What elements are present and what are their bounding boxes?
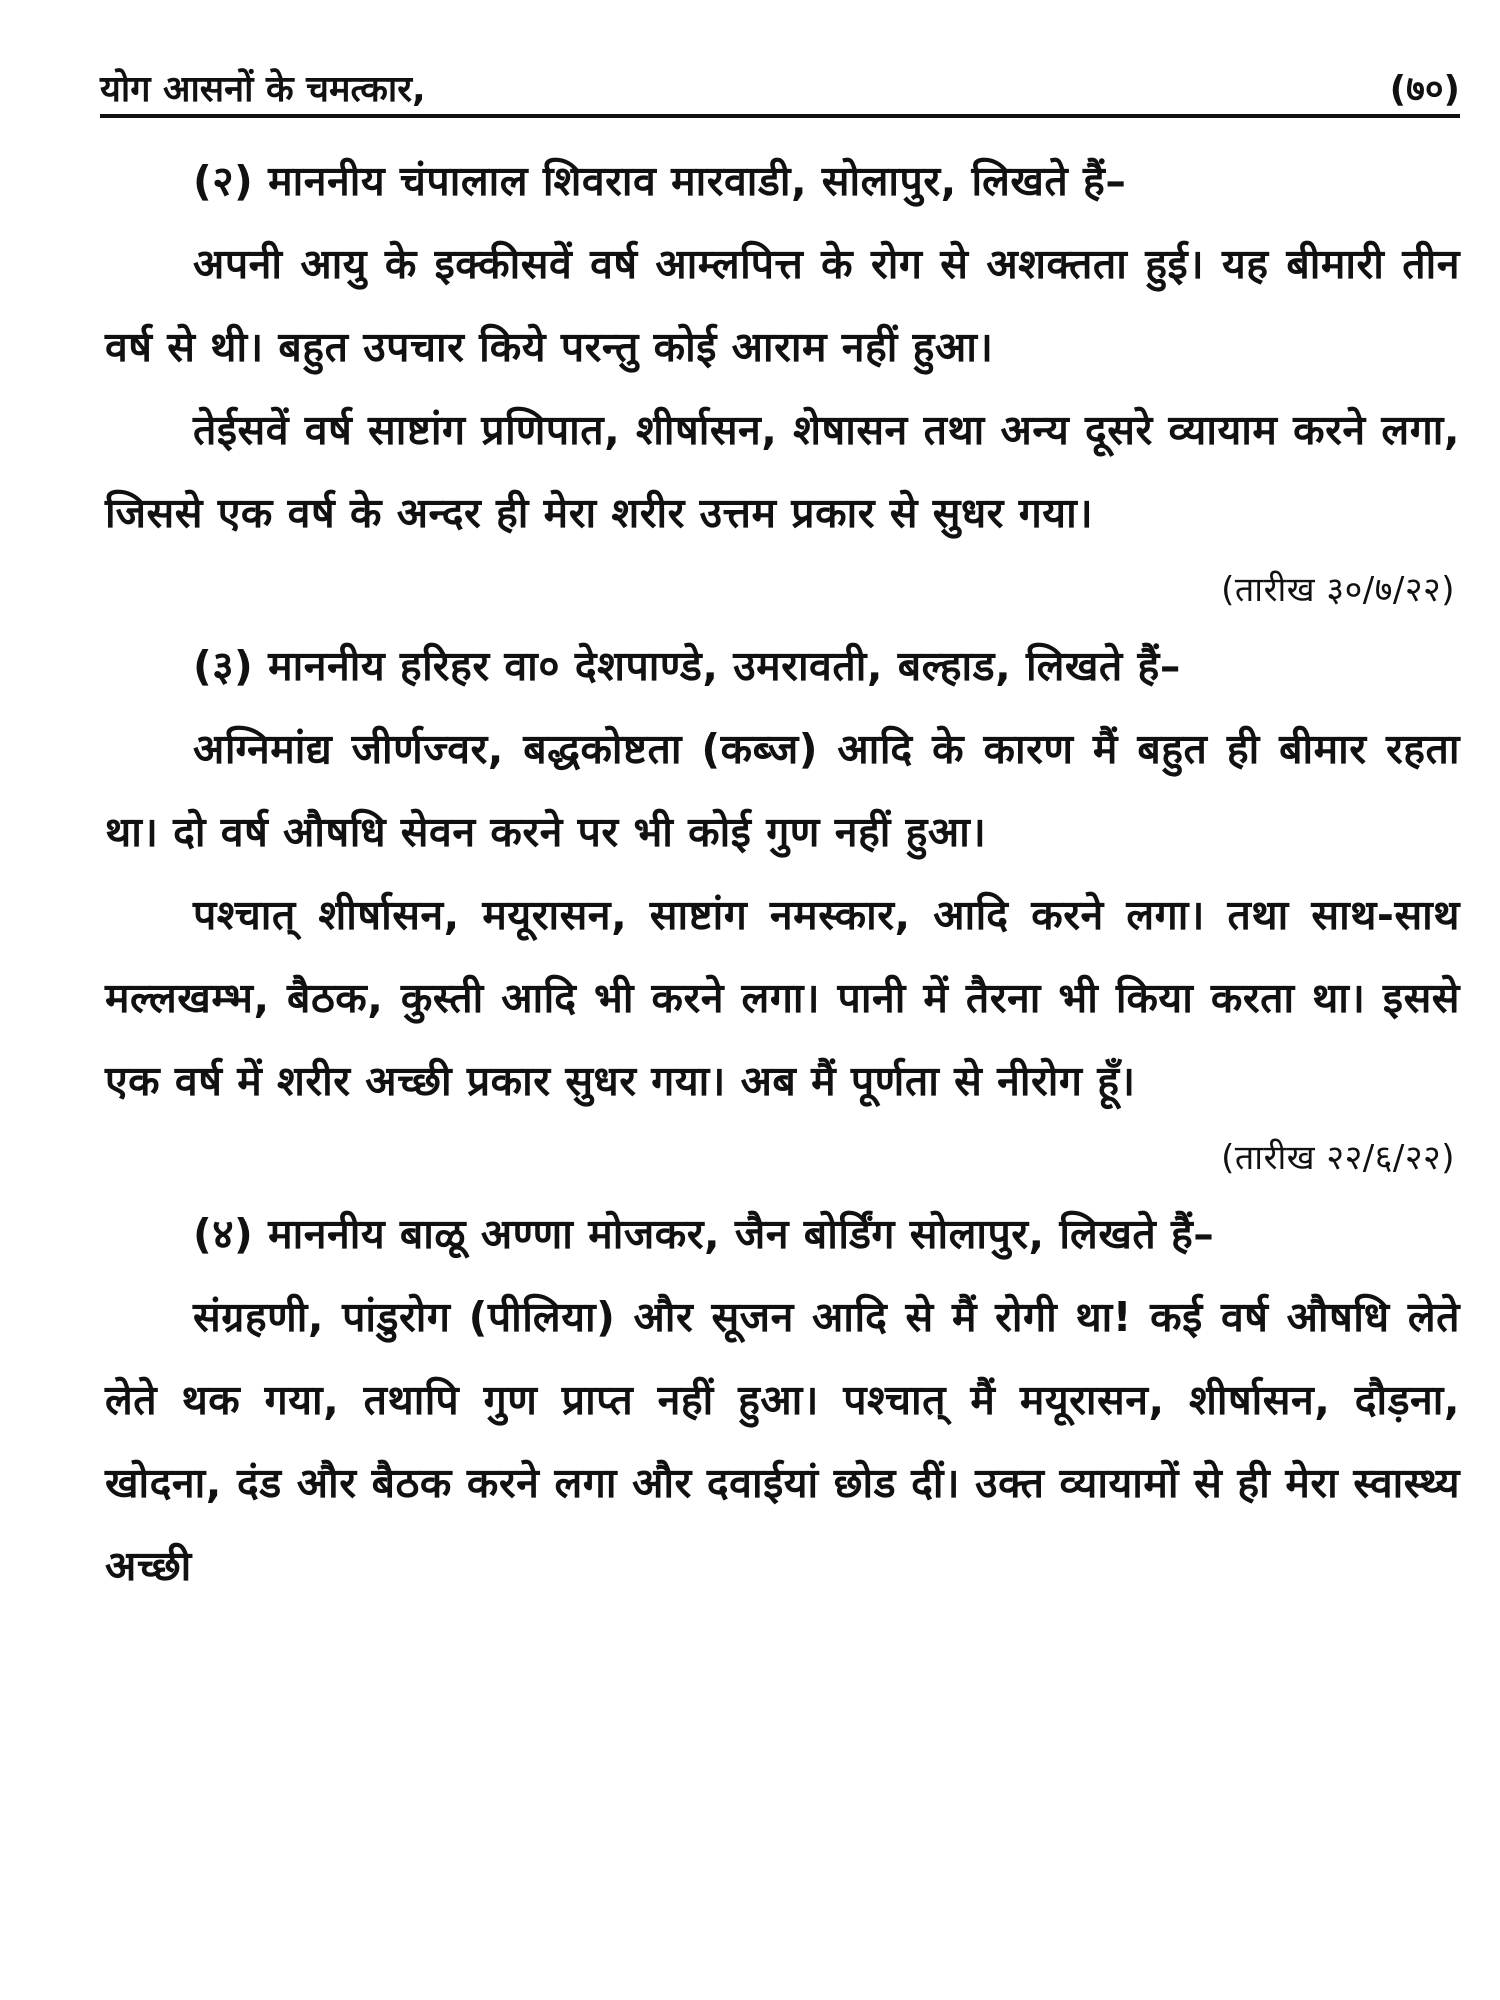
testimonial-3-paragraph-1: अग्निमांद्य जीर्णज्वर, बद्धकोष्टता (कब्ज) आदि के कारण मैं बहुत ही बीमार रहता था। दो वर्ष औषधि सेवन करने पर भी कोई गुण नहीं हुआ। [105,725,1460,856]
header-rule [100,114,1460,118]
testimonial-2-paragraph-2: तेईसवें वर्ष साष्टांग प्रणिपात, शीर्षासन, शेषासन तथा अन्य दूसरे व्यायाम करने लगा, जिससे एक वर्ष के अन्दर ही मेरा शरीर उत्तम प्रकार से सुधर गया। [105,406,1460,537]
testimonial-4-heading: (४) माननीय बाळू अण्णा मोजकर, जैन बोर्डिंग सोलापुर, लिखते हैं– [193,1210,1215,1258]
testimonial-2-paragraph-1: अपनी आयु के इक्कीसवें वर्ष आम्लपित्त के रोग से अशक्तता हुई। यह बीमारी तीन वर्ष से थी। बहुत उपचार किये परन्तु कोई आराम नहीं हुआ। [105,240,1460,371]
testimonial-2-date: (तारीख ३०/७/२२) [1221,570,1455,610]
testimonial-3-paragraph-2: पश्चात् शीर्षासन, मयूरासन, साष्टांग नमस्कार, आदि करने लगा। तथा साथ-साथ मल्लखम्भ, बैठक, कुस्ती आदि भी करने लगा। पानी में तैरना भी किया करता था। इससे एक वर्ष में शरीर अच्छी प्रकार सुधर गया। अब मैं पूर्णता से नीरोग हूँ। [105,891,1460,1105]
testimonial-3-heading: (३) माननीय हरिहर वा० देशपाण्डे, उमरावती, बल्हाड, लिखते हैं– [193,642,1181,690]
running-title: योग आसनों के चमत्कार, [100,69,426,111]
testimonial-4-paragraph-1: संग्रहणी, पांडुरोग (पीलिया) और सूजन आदि से मैं रोगी था! कई वर्ष औषधि लेते लेते थक गया, तथापि गुण प्राप्त नहीं हुआ। पश्चात् मैं मयूरासन, शीर्षासन, दौड़ना, खोदना, दंड और बैठक करने लगा और दवाईयां छोड दीं। उक्त व्यायामों से ही मेरा स्वास्थ्य अच्छी [105,1293,1460,1590]
body-text [105,140,1460,1608]
testimonial-2-heading: (२) माननीय चंपालाल शिवराव मारवाडी, सोलापुर, लिखते हैं– [193,157,1127,205]
page-number: (७०) [1389,69,1460,111]
testimonial-3-date: (तारीख २२/६/२२) [1221,1138,1455,1178]
page-header [100,48,1460,110]
